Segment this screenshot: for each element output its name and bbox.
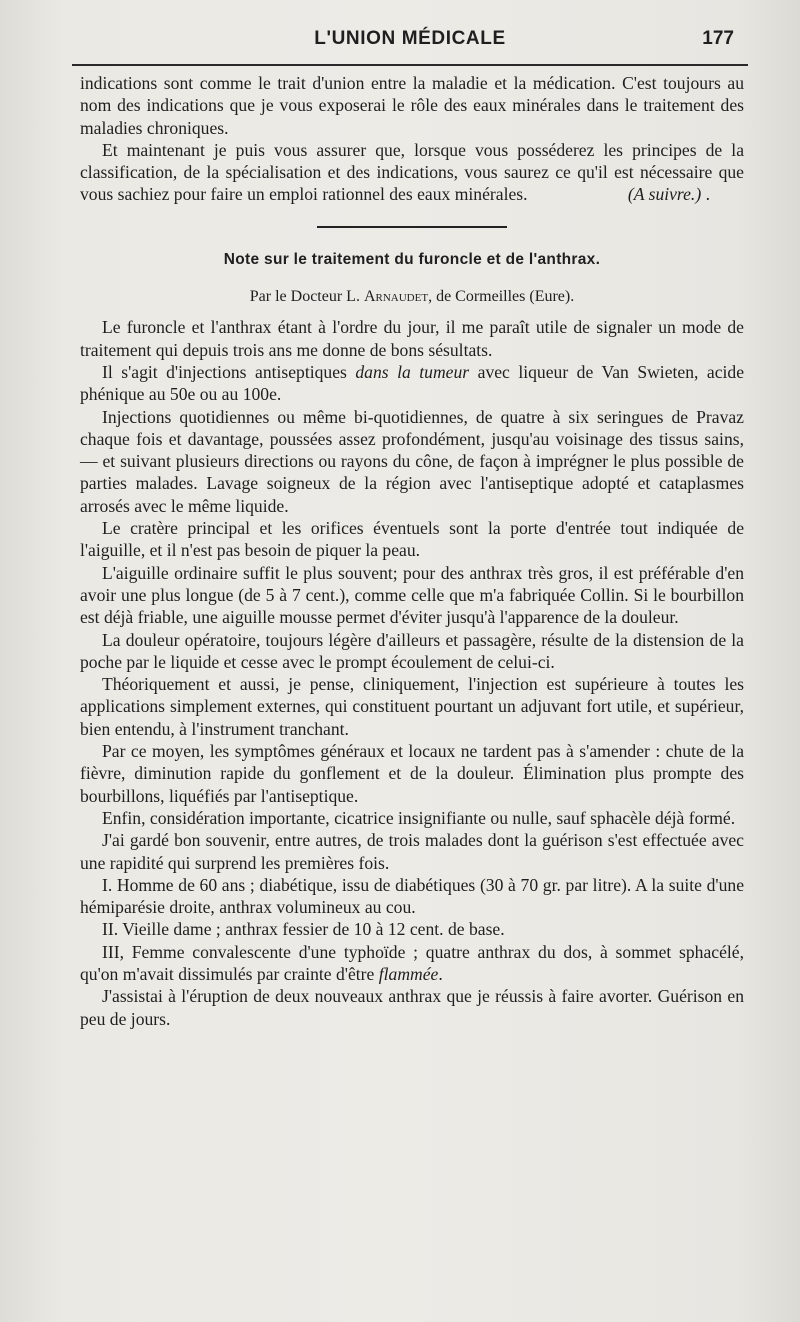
suivre-note: (A suivre.) . [627,184,710,205]
article-paragraph-1: Le furoncle et l'anthrax étant à l'ordre du jour, il me paraît utile de signaler un mode de traitement qui depuis trois ans me donne de bons sésultats. [80,317,744,360]
case-2: II. Vieille dame ; anthrax fessier de 10 à 12 cent. de base. [102,919,505,940]
article-paragraph-9: Enfin, considération importante, cicatrice insignifiante ou nulle, sauf sphacèle déjà formé. [102,807,736,828]
page-body [80,72,744,1030]
byline-prefix: Par le Docteur L. [249,288,360,306]
article-paragraph-11: J'assistai à l'éruption de deux nouveaux anthrax que je réussis à faire avorter. Guérison en peu de jours. [80,986,744,1029]
running-title: L'UNION MÉDICALE [314,28,506,49]
article-byline [80,286,744,308]
header-rule [72,64,748,66]
case-3-text-b: . [438,963,443,984]
intro-paragraph-2 [80,139,744,206]
intro-paragraph-1: indications sont comme le trait d'union entre la maladie et la médication. C'est toujours au nom des indications que je vous exposerai le rôle des eaux minérales dans le traitement des maladies chroniques. [80,73,744,138]
byline-author: Arnaudet [363,288,429,306]
article-paragraph-7: Théoriquement et aussi, je pense, cliniquement, l'injection est supérieure à toutes les applications simplement externes, qui constituent pourtant un adjuvant fort utile, et supérieur, bien entendu, à l'instrument tranchant. [80,674,744,739]
article-paragraph-5: L'aiguille ordinaire suffit le plus souvent; pour des anthrax très gros, il est préférable d'en avoir une plus longue (de 5 à 7 cent.), comme celle que m'a fabriquée Collin. Si le bourbillon est déjà friable, une aiguille mousse permet d'éviter jusqu'à l'apparence de la douleur. [80,562,744,628]
suivre-text: (A suivre.) [627,184,702,205]
page-header [78,26,742,56]
article-paragraph-4: Le cratère principal et les orifices éventuels sont la porte d'entrée tout indiquée de l'aiguille, et il n'est pas besoin de piquer la peau. [80,518,744,561]
article-paragraph-6: La douleur opératoire, toujours légère d'ailleurs et passagère, résulte de la distension de la poche par le liquide et cesse avec le prompt écoulement de celui-ci. [80,629,744,672]
case-1: I. Homme de 60 ans ; diabétique, issu de diabétiques (30 à 70 gr. par litre). A la suite d'une hémiparésie droite, anthrax volumineux au cou. [80,874,744,918]
case-3-text-a: III, Femme convalescente d'une typhoïde ; quatre anthrax du dos, à sommet sphacélé, qu'on m'avait dissimulés par crainte d'être [80,941,744,984]
article-paragraph-10: J'ai gardé bon souvenir, entre autres, de trois malades dont la guérison s'est effectuée avec une rapidité qui surprend les premières fois. [80,830,744,873]
article-title: Note sur le traitement du furoncle et de l'anthrax. [223,250,601,268]
paragraph-2-emphasis: dans la tumeur [355,361,470,382]
paragraph-2-text-b: avec liqueur de Van Swieten, acide phénique au 50e ou au 100e. [80,361,745,405]
intro-paragraph-2-text: Et maintenant je puis vous assurer que, lorsque vous posséderez les principes de la classification, de la spécialisation et des indications, vous saurez ce qu'il est nécessaire que vous sachiez pour faire un emploi rationnel des eaux minérales. [80,139,744,205]
section-separator [317,226,507,228]
byline-suffix: , de Cormeilles (Eure). [428,288,575,306]
case-3 [80,941,744,986]
case-3-emphasis: flammée [378,963,439,984]
page-number: 177 [702,28,734,49]
article-paragraph-3: Injections quotidiennes ou même bi-quotidiennes, de quatre à six seringues de Pravaz chaque fois et davantage, poussées assez profondément, jusqu'au voisinage des tissus sains, — et suivant plusieurs directions ou rayons du cône, de façon à imprégner le plus possible de parties malades. Lavage soigneux de la région avec l'antiseptique adopté et cataplasmes arrosés avec le même liquide. [80,406,744,516]
paragraph-2-text-a: Il s'agit d'injections antiseptiques [102,361,356,382]
article-paragraph-2 [80,361,744,406]
article-paragraph-8: Par ce moyen, les symptômes généraux et locaux ne tardent pas à s'amender : chute de la fièvre, diminution rapide du gonflement et de la douleur. Élimination plus prompte des bourbillons, liquéfiés par l'antiseptique. [80,741,744,806]
